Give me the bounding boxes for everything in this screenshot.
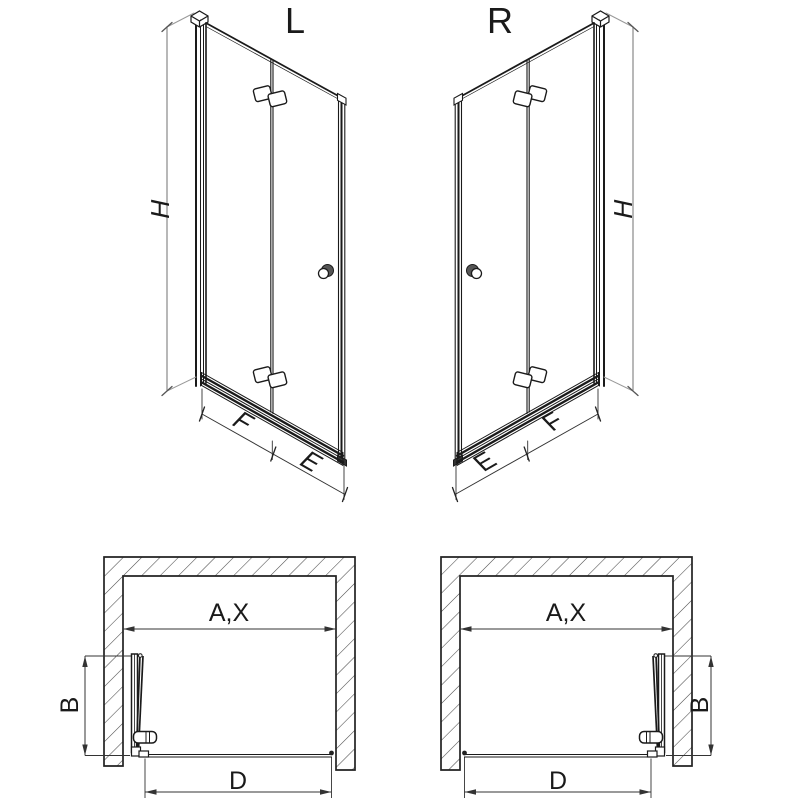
label-fold-panel-right: F	[535, 406, 571, 437]
label-variant-right: R	[487, 0, 513, 41]
label-variant-left: L	[285, 0, 306, 41]
front-view-right	[453, 0, 639, 502]
label-opening-width-left: A,X	[208, 599, 250, 627]
plan-view-right	[441, 557, 714, 798]
plan-view-left	[56, 557, 355, 798]
label-fold-panel-left: F	[225, 406, 261, 437]
label-door-depth-left: B	[56, 696, 84, 714]
label-door-depth-right: B	[686, 696, 714, 714]
label-entry-width-left: D	[228, 767, 248, 795]
label-height-left: H	[145, 196, 175, 222]
front-view-left-geometry	[162, 11, 348, 502]
label-end-panel-left: E	[293, 446, 330, 477]
front-view-right-geometry	[453, 11, 639, 502]
label-end-panel-right: E	[466, 446, 503, 477]
label-height-right: H	[608, 196, 638, 222]
front-view-left	[145, 0, 347, 502]
label-opening-width-right: A,X	[545, 599, 587, 627]
label-entry-width-right: D	[548, 767, 568, 795]
